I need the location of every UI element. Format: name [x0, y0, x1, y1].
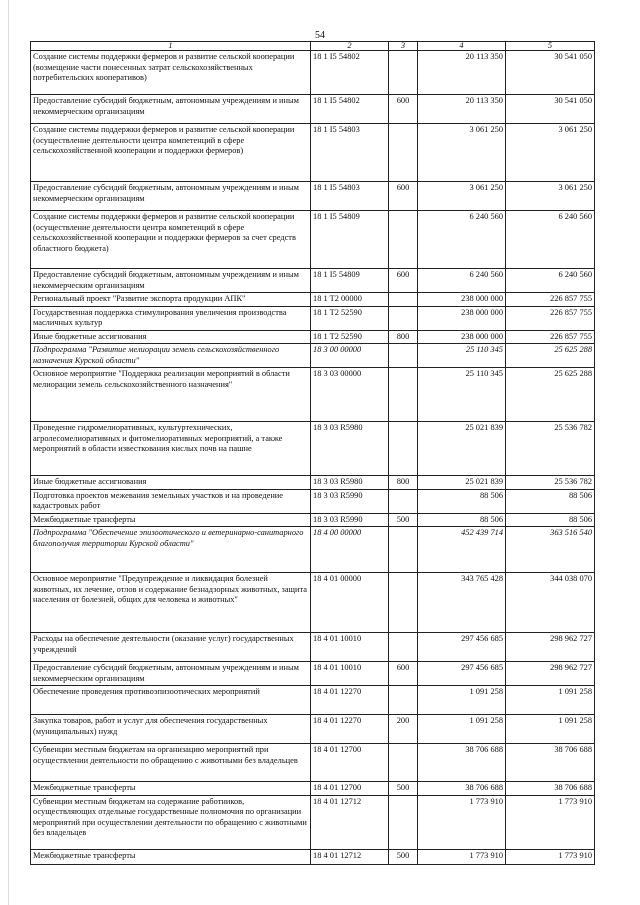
table-row: [31, 51, 595, 95]
row-name-cell: Создание системы поддержки фермеров и развитие сельской кооперации (осуществление деятельности центра компетенций в сфере сельскохозяйственной кооперации и поддержки фермеров за счет средств областного бюджета): [31, 211, 311, 269]
row-amount-1-cell: 3 061 250: [418, 182, 506, 211]
row-amount-2-cell: 88 506: [506, 513, 595, 527]
row-amount-1-cell: 238 000 000: [418, 293, 506, 307]
row-amount-2-cell: 226 857 755: [506, 293, 595, 307]
row-amount-1-cell: 20 113 350: [418, 51, 506, 95]
row-amount-2-cell: 25 625 288: [506, 344, 595, 368]
table-row: [31, 633, 595, 662]
row-expense-type-cell: [389, 633, 418, 662]
row-code-cell: 18 4 01 10010: [311, 662, 389, 686]
table-row: [31, 95, 595, 124]
row-code-cell: 18 4 01 12270: [311, 686, 389, 715]
row-name-cell: Создание системы поддержки фермеров и развитие сельской кооперации (возмещение части понесенных затрат сельскохозяйственных потребительских кооперативов): [31, 51, 311, 95]
row-code-cell: 18 1 I5 54802: [311, 51, 389, 95]
row-amount-1-cell: 238 000 000: [418, 330, 506, 344]
row-code-cell: 18 3 03 00000: [311, 368, 389, 422]
row-amount-2-cell: 298 962 727: [506, 662, 595, 686]
row-expense-type-cell: [389, 51, 418, 95]
row-amount-1-cell: 25 110 345: [418, 368, 506, 422]
row-expense-type-cell: [389, 422, 418, 476]
row-name-cell: Подпрограмма "Обеспечение эпизоотического и ветеринарно-санитарного благополучия территории Курской области": [31, 527, 311, 573]
row-expense-type-cell: 500: [389, 849, 418, 864]
row-expense-type-cell: 500: [389, 782, 418, 796]
row-code-cell: 18 1 T2 52590: [311, 306, 389, 330]
row-code-cell: 18 4 01 10010: [311, 633, 389, 662]
row-amount-2-cell: 6 240 560: [506, 269, 595, 293]
row-name-cell: Межбюджетные трансферты: [31, 849, 311, 864]
row-name-cell: Межбюджетные трансферты: [31, 513, 311, 527]
row-amount-1-cell: 88 506: [418, 513, 506, 527]
table-row: [31, 182, 595, 211]
row-amount-2-cell: 226 857 755: [506, 330, 595, 344]
row-amount-1-cell: 1 773 910: [418, 849, 506, 864]
row-code-cell: 18 4 00 00000: [311, 527, 389, 573]
row-name-cell: Региональный проект "Развитие экспорта продукции АПК": [31, 293, 311, 307]
row-code-cell: 18 3 03 R5990: [311, 513, 389, 527]
row-name-cell: Проведение гидромелиоративных, культуртехнических, агролесомелиоративных и фитомелиоративных мероприятий, а также мероприятий в области известкования кислых почв на пашне: [31, 422, 311, 476]
table-row: [31, 330, 595, 344]
table-row: [31, 686, 595, 715]
row-name-cell: Подпрограмма "Развитие мелиорации земель сельскохозяйственного назначения Курской области": [31, 344, 311, 368]
row-expense-type-cell: 800: [389, 330, 418, 344]
row-amount-2-cell: 88 506: [506, 489, 595, 513]
row-amount-2-cell: 1 773 910: [506, 795, 595, 849]
row-expense-type-cell: [389, 211, 418, 269]
table-row: [31, 715, 595, 744]
table-row: [31, 269, 595, 293]
row-amount-2-cell: 25 625 288: [506, 368, 595, 422]
row-amount-2-cell: 30 541 050: [506, 51, 595, 95]
row-name-cell: Субвенции местным бюджетам на организацию мероприятий при осуществлении деятельности по обращению с животными без владельцев: [31, 744, 311, 782]
row-name-cell: Расходы на обеспечение деятельности (оказание услуг) государственных учреждений: [31, 633, 311, 662]
table-row: [31, 476, 595, 490]
row-amount-2-cell: 38 706 688: [506, 744, 595, 782]
row-code-cell: 18 1 I5 54802: [311, 95, 389, 124]
row-name-cell: Предоставление субсидий бюджетным, автономным учреждениям и иным некоммерческим организациям: [31, 269, 311, 293]
row-amount-1-cell: 1 091 258: [418, 686, 506, 715]
row-name-cell: Основное мероприятие "Предупреждение и ликвидация болезней животных, их лечение, отлов и содержание безнадзорных животных, защита населения от болезней, общих для человека и животных": [31, 573, 311, 633]
scan-margin-line: [8, 0, 9, 905]
row-expense-type-cell: [389, 686, 418, 715]
row-expense-type-cell: [389, 124, 418, 182]
row-code-cell: 18 4 01 00000: [311, 573, 389, 633]
header-row: [31, 42, 595, 51]
row-amount-2-cell: 344 038 070: [506, 573, 595, 633]
row-expense-type-cell: [389, 573, 418, 633]
row-amount-2-cell: 298 962 727: [506, 633, 595, 662]
header-cell: 3: [389, 42, 418, 51]
table-row: [31, 573, 595, 633]
row-amount-1-cell: 343 765 428: [418, 573, 506, 633]
row-amount-2-cell: 3 061 250: [506, 124, 595, 182]
table-row: [31, 211, 595, 269]
table-row: [31, 489, 595, 513]
row-amount-1-cell: 20 113 350: [418, 95, 506, 124]
header-cell: 2: [311, 42, 389, 51]
row-expense-type-cell: 600: [389, 662, 418, 686]
row-name-cell: Субвенции местным бюджетам на содержание работников, осуществляющих отдельные государственные полномочия по организации мероприятий при осуществлении деятельности по обращению с животными без владельцев: [31, 795, 311, 849]
table-row: [31, 344, 595, 368]
row-amount-1-cell: 1 773 910: [418, 795, 506, 849]
row-name-cell: Иные бюджетные ассигнования: [31, 330, 311, 344]
row-amount-1-cell: 25 110 345: [418, 344, 506, 368]
row-code-cell: 18 3 00 00000: [311, 344, 389, 368]
row-expense-type-cell: [389, 527, 418, 573]
row-expense-type-cell: 500: [389, 513, 418, 527]
row-code-cell: 18 4 01 12270: [311, 715, 389, 744]
row-amount-2-cell: 25 536 782: [506, 422, 595, 476]
row-code-cell: 18 3 03 R5990: [311, 489, 389, 513]
row-amount-1-cell: 25 021 839: [418, 476, 506, 490]
row-amount-2-cell: 25 536 782: [506, 476, 595, 490]
row-code-cell: 18 4 01 12712: [311, 849, 389, 864]
row-code-cell: 18 1 I5 54809: [311, 211, 389, 269]
row-code-cell: 18 1 I5 54803: [311, 124, 389, 182]
page-number: 54: [315, 30, 325, 41]
header-cell: 1: [31, 42, 311, 51]
row-amount-1-cell: 25 021 839: [418, 422, 506, 476]
row-amount-1-cell: 38 706 688: [418, 744, 506, 782]
row-amount-2-cell: 1 773 910: [506, 849, 595, 864]
budget-table: [30, 41, 595, 865]
row-amount-2-cell: 30 541 050: [506, 95, 595, 124]
table-row: [31, 527, 595, 573]
header-cell: 5: [506, 42, 595, 51]
row-amount-1-cell: 452 439 714: [418, 527, 506, 573]
row-amount-1-cell: 38 706 688: [418, 782, 506, 796]
row-expense-type-cell: [389, 744, 418, 782]
row-expense-type-cell: [389, 795, 418, 849]
table-row: [31, 422, 595, 476]
row-name-cell: Подготовка проектов межевания земельных участков и на проведение кадастровых работ: [31, 489, 311, 513]
row-name-cell: Государственная поддержка стимулирования увеличения производства масличных культур: [31, 306, 311, 330]
row-name-cell: Предоставление субсидий бюджетным, автономным учреждениям и иным некоммерческим организациям: [31, 182, 311, 211]
row-code-cell: 18 1 T2 00000: [311, 293, 389, 307]
header-cell: 4: [418, 42, 506, 51]
row-expense-type-cell: 200: [389, 715, 418, 744]
row-amount-2-cell: 1 091 258: [506, 715, 595, 744]
table-row: [31, 782, 595, 796]
row-code-cell: 18 1 I5 54809: [311, 269, 389, 293]
row-expense-type-cell: 600: [389, 95, 418, 124]
table-row: [31, 293, 595, 307]
row-name-cell: Межбюджетные трансферты: [31, 782, 311, 796]
table-row: [31, 306, 595, 330]
row-name-cell: Иные бюджетные ассигнования: [31, 476, 311, 490]
row-name-cell: Обеспечение проведения противоэпизоотических мероприятий: [31, 686, 311, 715]
row-expense-type-cell: [389, 489, 418, 513]
table-row: [31, 795, 595, 849]
row-amount-1-cell: 6 240 560: [418, 269, 506, 293]
table-row: [31, 513, 595, 527]
row-code-cell: 18 1 T2 52590: [311, 330, 389, 344]
row-expense-type-cell: [389, 293, 418, 307]
row-amount-2-cell: 226 857 755: [506, 306, 595, 330]
row-expense-type-cell: 600: [389, 269, 418, 293]
row-amount-1-cell: 88 506: [418, 489, 506, 513]
row-code-cell: 18 1 I5 54803: [311, 182, 389, 211]
row-expense-type-cell: 600: [389, 182, 418, 211]
row-amount-2-cell: 38 706 688: [506, 782, 595, 796]
row-code-cell: 18 3 03 R5980: [311, 422, 389, 476]
row-name-cell: Основное мероприятие "Поддержка реализации мероприятий в области мелиорации земель сельскохозяйственного назначения": [31, 368, 311, 422]
row-name-cell: Создание системы поддержки фермеров и развитие сельской кооперации (осуществление деятельности центра компетенций в сфере сельскохозяйственной кооперации и поддержки фермеров): [31, 124, 311, 182]
row-amount-1-cell: 6 240 560: [418, 211, 506, 269]
row-amount-2-cell: 363 516 540: [506, 527, 595, 573]
row-amount-1-cell: 297 456 685: [418, 633, 506, 662]
row-amount-2-cell: 3 061 250: [506, 182, 595, 211]
table-row: [31, 124, 595, 182]
table-row: [31, 849, 595, 864]
row-name-cell: Предоставление субсидий бюджетным, автономным учреждениям и иным некоммерческим организациям: [31, 662, 311, 686]
row-code-cell: 18 3 03 R5980: [311, 476, 389, 490]
row-expense-type-cell: [389, 306, 418, 330]
row-name-cell: Закупка товаров, работ и услуг для обеспечения государственных (муниципальных) нужд: [31, 715, 311, 744]
row-amount-1-cell: 238 000 000: [418, 306, 506, 330]
row-expense-type-cell: [389, 344, 418, 368]
row-amount-1-cell: 3 061 250: [418, 124, 506, 182]
row-code-cell: 18 4 01 12700: [311, 782, 389, 796]
row-expense-type-cell: 800: [389, 476, 418, 490]
row-name-cell: Предоставление субсидий бюджетным, автономным учреждениям и иным некоммерческим организациям: [31, 95, 311, 124]
row-amount-2-cell: 6 240 560: [506, 211, 595, 269]
row-amount-1-cell: 1 091 258: [418, 715, 506, 744]
row-amount-1-cell: 297 456 685: [418, 662, 506, 686]
row-code-cell: 18 4 01 12712: [311, 795, 389, 849]
row-amount-2-cell: 1 091 258: [506, 686, 595, 715]
row-code-cell: 18 4 01 12700: [311, 744, 389, 782]
table-row: [31, 744, 595, 782]
row-expense-type-cell: [389, 368, 418, 422]
table-row: [31, 368, 595, 422]
table-row: [31, 662, 595, 686]
